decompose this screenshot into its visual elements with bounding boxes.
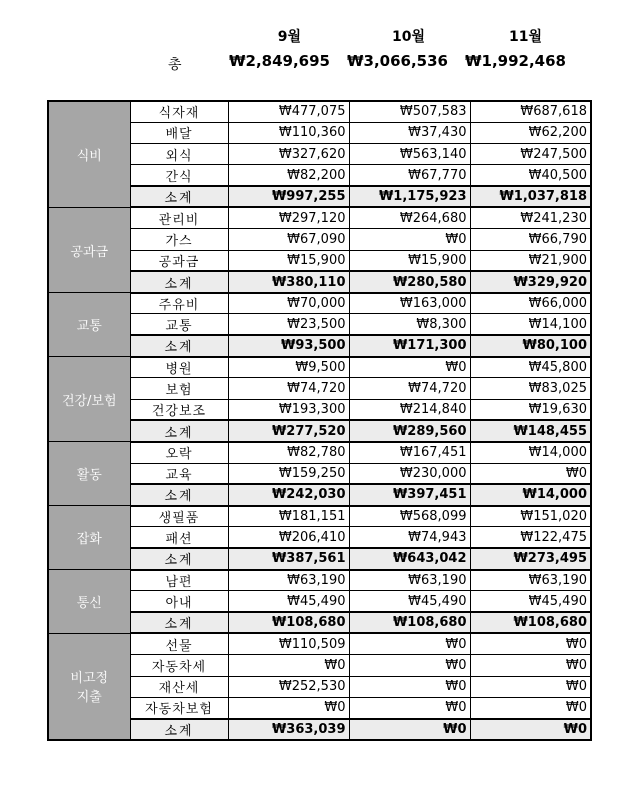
table-row <box>48 442 591 463</box>
amount-cell: ₩327,620 <box>228 144 349 165</box>
amount-cell: ₩0 <box>470 697 591 718</box>
item-label: 외식 <box>130 144 228 165</box>
subtotal-label: 소계 <box>130 186 228 207</box>
subtotal-label: 소계 <box>130 335 228 356</box>
subtotal-cell: ₩108,680 <box>228 612 349 633</box>
category-label-line: 활동 <box>76 468 102 484</box>
amount-cell: ₩74,720 <box>349 378 470 399</box>
amount-cell: ₩62,200 <box>470 122 591 143</box>
amount-cell: ₩110,360 <box>228 122 349 143</box>
amount-cell: ₩297,120 <box>228 207 349 228</box>
amount-cell: ₩45,800 <box>470 357 591 378</box>
category-label <box>48 101 130 207</box>
item-label: 패션 <box>130 527 228 548</box>
subtotal-row <box>48 420 591 441</box>
table-row <box>48 378 591 399</box>
amount-cell: ₩83,025 <box>470 378 591 399</box>
item-label: 주유비 <box>130 293 228 314</box>
item-label: 교육 <box>130 463 228 484</box>
category-label-line: 통신 <box>76 595 102 611</box>
subtotal-row <box>48 186 591 207</box>
category-label <box>48 633 130 739</box>
amount-cell: ₩14,100 <box>470 314 591 335</box>
item-label: 자동차보험 <box>130 697 228 718</box>
item-label: 병원 <box>130 357 228 378</box>
item-label: 자동차세 <box>130 655 228 676</box>
amount-cell: ₩19,630 <box>470 399 591 420</box>
table-row <box>48 101 591 122</box>
table-row <box>48 591 591 612</box>
amount-cell: ₩0 <box>470 463 591 484</box>
amount-cell: ₩67,770 <box>349 165 470 186</box>
subtotal-cell: ₩273,495 <box>470 548 591 569</box>
table-row <box>48 229 591 250</box>
subtotal-cell: ₩108,680 <box>349 612 470 633</box>
subtotal-cell: ₩108,680 <box>470 612 591 633</box>
amount-cell: ₩159,250 <box>228 463 349 484</box>
table-row <box>48 122 591 143</box>
subtotal-row <box>48 484 591 505</box>
subtotal-cell: ₩0 <box>470 719 591 740</box>
month-header-nov: 11월 <box>508 29 542 45</box>
amount-cell: ₩206,410 <box>228 527 349 548</box>
amount-cell: ₩0 <box>349 655 470 676</box>
subtotal-label: 소계 <box>130 420 228 441</box>
amount-cell: ₩193,300 <box>228 399 349 420</box>
amount-cell: ₩181,151 <box>228 506 349 527</box>
category-label <box>48 357 130 442</box>
amount-cell: ₩82,780 <box>228 442 349 463</box>
subtotal-cell: ₩387,561 <box>228 548 349 569</box>
subtotal-cell: ₩1,037,818 <box>470 186 591 207</box>
table-row <box>48 570 591 591</box>
item-label: 공과금 <box>130 250 228 271</box>
item-label: 배달 <box>130 122 228 143</box>
category-label <box>48 506 130 570</box>
subtotal-label: 소계 <box>130 548 228 569</box>
subtotal-label: 소계 <box>130 719 228 740</box>
table-row <box>48 357 591 378</box>
table-row <box>48 144 591 165</box>
item-label: 오락 <box>130 442 228 463</box>
total-sep: ₩2,849,695 <box>228 52 330 70</box>
table-row <box>48 165 591 186</box>
amount-cell: ₩163,000 <box>349 293 470 314</box>
amount-cell: ₩0 <box>349 676 470 697</box>
amount-cell: ₩40,500 <box>470 165 591 186</box>
subtotal-cell: ₩280,580 <box>349 271 470 292</box>
amount-cell: ₩45,490 <box>349 591 470 612</box>
item-label: 생필품 <box>130 506 228 527</box>
month-header-sep: 9월 <box>277 29 301 45</box>
amount-cell: ₩45,490 <box>228 591 349 612</box>
table-row <box>48 633 591 654</box>
item-label: 간식 <box>130 165 228 186</box>
amount-cell: ₩0 <box>349 633 470 654</box>
amount-cell: ₩0 <box>349 697 470 718</box>
amount-cell: ₩264,680 <box>349 207 470 228</box>
subtotal-cell: ₩380,110 <box>228 271 349 292</box>
amount-cell: ₩37,430 <box>349 122 470 143</box>
amount-cell: ₩66,790 <box>470 229 591 250</box>
item-label: 보험 <box>130 378 228 399</box>
subtotal-label: 소계 <box>130 612 228 633</box>
amount-cell: ₩0 <box>349 229 470 250</box>
amount-cell: ₩9,500 <box>228 357 349 378</box>
amount-cell: ₩252,530 <box>228 676 349 697</box>
amount-cell: ₩214,840 <box>349 399 470 420</box>
amount-cell: ₩241,230 <box>470 207 591 228</box>
amount-cell: ₩74,943 <box>349 527 470 548</box>
item-label: 관리비 <box>130 207 228 228</box>
table-row <box>48 655 591 676</box>
category-label-line: 공과금 <box>70 244 109 260</box>
subtotal-row <box>48 271 591 292</box>
subtotal-cell: ₩277,520 <box>228 420 349 441</box>
category-label-line: 비고정 <box>70 671 109 687</box>
category-label <box>48 207 130 292</box>
amount-cell: ₩122,475 <box>470 527 591 548</box>
item-label: 교통 <box>130 314 228 335</box>
amount-cell: ₩82,200 <box>228 165 349 186</box>
item-label: 재산세 <box>130 676 228 697</box>
item-label: 남편 <box>130 570 228 591</box>
month-header-oct: 10월 <box>391 29 425 45</box>
subtotal-cell: ₩80,100 <box>470 335 591 356</box>
amount-cell: ₩563,140 <box>349 144 470 165</box>
total-oct: ₩3,066,536 <box>346 52 448 70</box>
table-row <box>48 314 591 335</box>
amount-cell: ₩23,500 <box>228 314 349 335</box>
table-row <box>48 399 591 420</box>
table-row <box>48 293 591 314</box>
subtotal-label: 소계 <box>130 484 228 505</box>
amount-cell: ₩21,900 <box>470 250 591 271</box>
table-row <box>48 676 591 697</box>
subtotal-cell: ₩0 <box>349 719 470 740</box>
category-label-line: 잡화 <box>76 532 102 548</box>
amount-cell: ₩0 <box>470 676 591 697</box>
category-label-line: 교통 <box>76 319 102 335</box>
item-label: 건강보조 <box>130 399 228 420</box>
subtotal-cell: ₩242,030 <box>228 484 349 505</box>
amount-cell: ₩63,190 <box>349 570 470 591</box>
total-label: 총 <box>168 57 182 73</box>
table-row <box>48 207 591 228</box>
table-row <box>48 463 591 484</box>
amount-cell: ₩45,490 <box>470 591 591 612</box>
item-label: 식자재 <box>130 101 228 122</box>
amount-cell: ₩230,000 <box>349 463 470 484</box>
amount-cell: ₩0 <box>470 633 591 654</box>
subtotal-label: 소계 <box>130 271 228 292</box>
item-label: 아내 <box>130 591 228 612</box>
category-label-line: 지출 <box>76 690 102 706</box>
subtotal-cell: ₩93,500 <box>228 335 349 356</box>
amount-cell: ₩8,300 <box>349 314 470 335</box>
subtotal-row <box>48 335 591 356</box>
amount-cell: ₩687,618 <box>470 101 591 122</box>
subtotal-row <box>48 548 591 569</box>
budget-table <box>47 100 592 741</box>
subtotal-cell: ₩148,455 <box>470 420 591 441</box>
amount-cell: ₩14,000 <box>470 442 591 463</box>
amount-cell: ₩167,451 <box>349 442 470 463</box>
amount-cell: ₩70,000 <box>228 293 349 314</box>
subtotal-cell: ₩329,920 <box>470 271 591 292</box>
amount-cell: ₩0 <box>470 655 591 676</box>
amount-cell: ₩15,900 <box>349 250 470 271</box>
table-row <box>48 250 591 271</box>
total-nov: ₩1,992,468 <box>464 52 566 70</box>
summary-header <box>0 0 620 90</box>
subtotal-cell: ₩643,042 <box>349 548 470 569</box>
amount-cell: ₩477,075 <box>228 101 349 122</box>
subtotal-cell: ₩289,560 <box>349 420 470 441</box>
amount-cell: ₩507,583 <box>349 101 470 122</box>
subtotal-cell: ₩997,255 <box>228 186 349 207</box>
amount-cell: ₩151,020 <box>470 506 591 527</box>
subtotal-row <box>48 719 591 740</box>
category-label <box>48 293 130 357</box>
table-row <box>48 527 591 548</box>
item-label: 가스 <box>130 229 228 250</box>
amount-cell: ₩110,509 <box>228 633 349 654</box>
subtotal-cell: ₩363,039 <box>228 719 349 740</box>
amount-cell: ₩0 <box>349 357 470 378</box>
amount-cell: ₩0 <box>228 697 349 718</box>
subtotal-cell: ₩171,300 <box>349 335 470 356</box>
amount-cell: ₩247,500 <box>470 144 591 165</box>
item-label: 선물 <box>130 633 228 654</box>
subtotal-cell: ₩1,175,923 <box>349 186 470 207</box>
amount-cell: ₩63,190 <box>470 570 591 591</box>
category-label-line: 건강/보험 <box>61 393 117 409</box>
subtotal-cell: ₩397,451 <box>349 484 470 505</box>
category-label <box>48 442 130 506</box>
amount-cell: ₩63,190 <box>228 570 349 591</box>
amount-cell: ₩568,099 <box>349 506 470 527</box>
subtotal-row <box>48 612 591 633</box>
amount-cell: ₩74,720 <box>228 378 349 399</box>
table-row <box>48 506 591 527</box>
category-label-line: 식비 <box>76 148 102 164</box>
amount-cell: ₩0 <box>228 655 349 676</box>
subtotal-cell: ₩14,000 <box>470 484 591 505</box>
table-row <box>48 697 591 718</box>
amount-cell: ₩15,900 <box>228 250 349 271</box>
amount-cell: ₩67,090 <box>228 229 349 250</box>
amount-cell: ₩66,000 <box>470 293 591 314</box>
category-label <box>48 570 130 634</box>
